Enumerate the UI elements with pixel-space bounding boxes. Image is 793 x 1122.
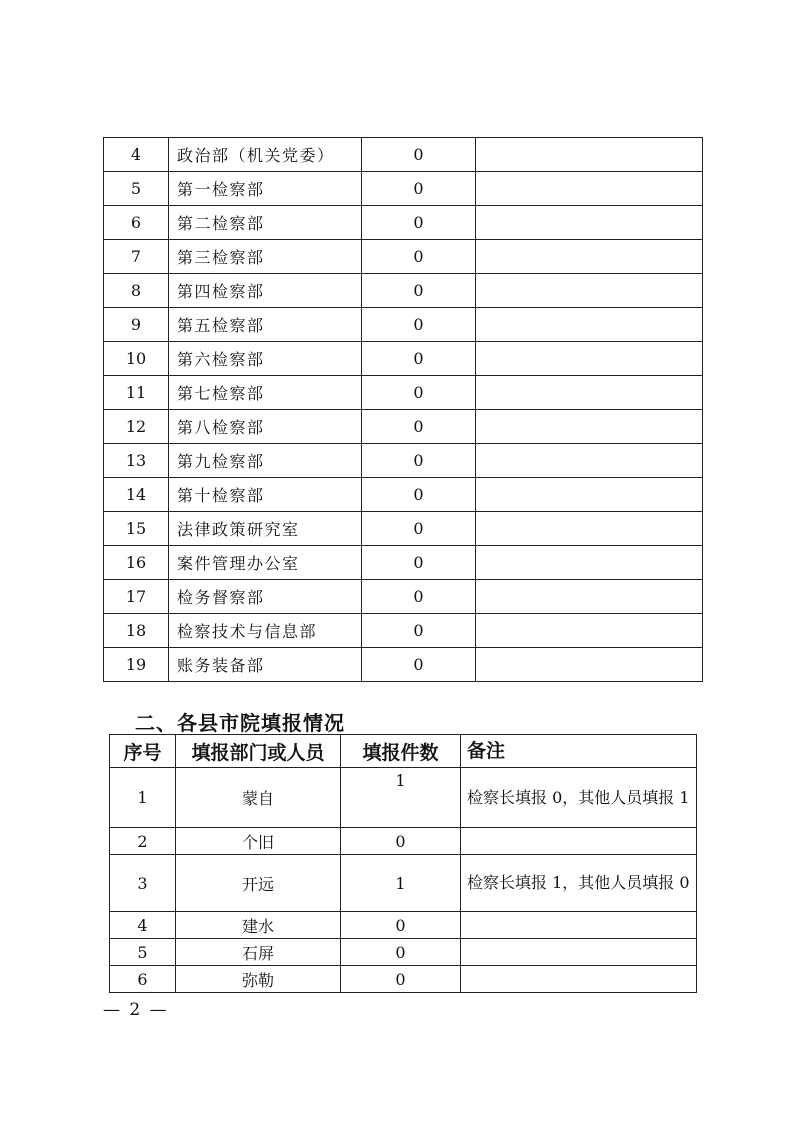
remark-cell [476,138,703,172]
department-name: 账务装备部 [169,648,362,682]
county-name: 个旧 [176,828,341,855]
department-name: 第八检察部 [169,410,362,444]
report-count: 0 [362,410,476,444]
county-name: 开远 [176,855,341,912]
report-count: 0 [341,912,461,939]
report-count: 1 [341,855,461,912]
department-name: 第五检察部 [169,308,362,342]
department-name: 第四检察部 [169,274,362,308]
remark-cell [476,240,703,274]
county-report-table [109,734,697,993]
row-number: 17 [104,580,169,614]
county-name: 建水 [176,912,341,939]
department-name: 第三检察部 [169,240,362,274]
row-number: 9 [104,308,169,342]
report-count: 1 [341,768,461,828]
report-count: 0 [362,342,476,376]
table-row [110,939,697,966]
table-row [104,308,703,342]
table-row [104,274,703,308]
remark-cell [476,410,703,444]
row-number: 19 [104,648,169,682]
remark-cell [476,172,703,206]
department-report-table [103,137,703,682]
report-count: 0 [362,138,476,172]
row-number: 1 [110,768,176,828]
department-name: 第一检察部 [169,172,362,206]
department-name: 第二检察部 [169,206,362,240]
table-row [110,828,697,855]
report-count: 0 [362,444,476,478]
department-name: 第七检察部 [169,376,362,410]
remark-cell [476,342,703,376]
row-number: 5 [110,939,176,966]
row-number: 4 [104,138,169,172]
department-name: 第六检察部 [169,342,362,376]
report-count: 0 [341,828,461,855]
header-note: 备注 [461,735,697,768]
remark-cell [476,546,703,580]
row-number: 18 [104,614,169,648]
remark-cell [476,580,703,614]
table-row [110,966,697,993]
remark-cell [461,939,697,966]
report-count: 0 [362,478,476,512]
report-count: 0 [362,580,476,614]
row-number: 3 [110,855,176,912]
remark-cell: 检察长填报 0，其他人员填报 1 [461,768,697,828]
table-row [104,206,703,240]
report-count: 0 [362,546,476,580]
county-name: 蒙自 [176,768,341,828]
table-row [104,444,703,478]
remark-cell: 检察长填报 1，其他人员填报 0 [461,855,697,912]
table-row [104,172,703,206]
table-row [104,410,703,444]
row-number: 11 [104,376,169,410]
remark-cell [476,512,703,546]
report-count: 0 [362,172,476,206]
table-row [110,855,697,912]
remark-cell [461,912,697,939]
report-count: 0 [362,274,476,308]
row-number: 12 [104,410,169,444]
table-row [104,648,703,682]
report-count: 0 [362,614,476,648]
report-count: 0 [362,206,476,240]
row-number: 8 [104,274,169,308]
row-number: 15 [104,512,169,546]
table-row [104,614,703,648]
row-number: 16 [104,546,169,580]
row-number: 6 [110,966,176,993]
report-count: 0 [362,648,476,682]
row-number: 4 [110,912,176,939]
remark-cell [476,444,703,478]
remark-cell [476,206,703,240]
table-row [104,376,703,410]
row-number: 6 [104,206,169,240]
row-number: 2 [110,828,176,855]
page-number: — 2 — [103,1000,169,1020]
county-name: 弥勒 [176,966,341,993]
department-name: 检察技术与信息部 [169,614,362,648]
remark-cell [476,376,703,410]
row-number: 10 [104,342,169,376]
row-number: 7 [104,240,169,274]
header-name: 填报部门或人员 [176,735,341,768]
section-title: 二、各县市院填报情况 [135,711,345,735]
table-row [110,768,697,828]
table-row [104,342,703,376]
department-name: 案件管理办公室 [169,546,362,580]
row-number: 14 [104,478,169,512]
remark-cell [461,966,697,993]
remark-cell [476,274,703,308]
table-row [104,240,703,274]
header-no: 序号 [110,735,176,768]
table-row [104,512,703,546]
report-count: 0 [341,939,461,966]
report-count: 0 [362,376,476,410]
department-name: 政治部（机关党委） [169,138,362,172]
remark-cell [476,648,703,682]
department-name: 第十检察部 [169,478,362,512]
row-number: 13 [104,444,169,478]
table-row [104,138,703,172]
remark-cell [476,478,703,512]
row-number: 5 [104,172,169,206]
header-count: 填报件数 [341,735,461,768]
report-count: 0 [362,240,476,274]
report-count: 0 [362,512,476,546]
remark-cell [476,308,703,342]
table-row [104,478,703,512]
report-count: 0 [341,966,461,993]
report-count: 0 [362,308,476,342]
remark-cell [461,828,697,855]
remark-cell [476,614,703,648]
table-row [104,580,703,614]
table-header-row [110,735,697,768]
department-name: 检务督察部 [169,580,362,614]
department-name: 法律政策研究室 [169,512,362,546]
table-row [110,912,697,939]
table-row [104,546,703,580]
department-name: 第九检察部 [169,444,362,478]
county-name: 石屏 [176,939,341,966]
